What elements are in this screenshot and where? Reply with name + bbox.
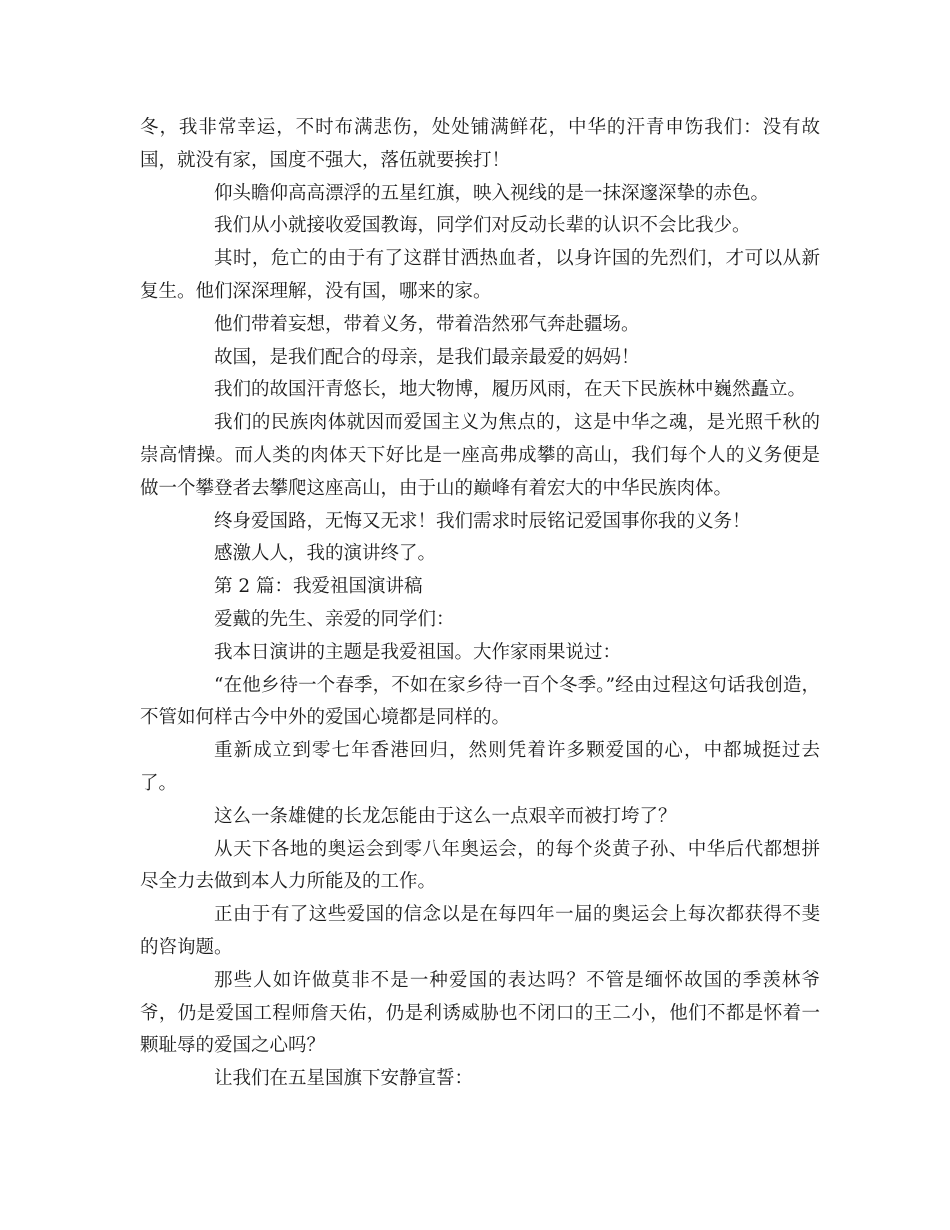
document-body xyxy=(140,112,820,1096)
paragraph: 感激人人，我的演讲终了。 xyxy=(214,543,437,565)
paragraph: 故国，是我们配合的母亲，是我们最亲最爱的妈妈！ xyxy=(214,346,640,368)
paragraph: 这么一条雄健的长龙怎能由于这么一点艰辛而被打垮了？ xyxy=(214,805,677,827)
paragraph: “在他乡待一个春季，不如在家乡待一百个冬季。”经由过程这句话我创造，不管如何样古今中外的爱国心境都是同样的。 xyxy=(140,674,820,729)
paragraph: 仰头瞻仰高高漂浮的五星红旗，映入视线的是一抹深邃深挚的赤色。 xyxy=(214,182,770,204)
paragraph: 其时，危亡的由于有了这群甘洒热血者，以身许国的先烈们，才可以从新复生。他们深深理解，没有国，哪来的家。 xyxy=(140,248,820,302)
paragraph: 重新成立到零七年香港回归，然则凭着许多颗爱国的心，中都城挺过去了。 xyxy=(140,740,820,794)
paragraph: 我们的故国汗青悠长，地大物博，履历风雨，在天下民族林中巍然矗立。 xyxy=(214,379,807,401)
paragraph: 冬，我非常幸运，不时布满悲伤，处处铺满鲜花，中华的汗青申饬我们：没有故国，就没有家，国度不强大，落伍就要挨打！ xyxy=(140,117,820,171)
paragraph: 他们带着妄想，带着义务，带着浩然邪气奔赴疆场。 xyxy=(214,313,640,335)
paragraph: 从天下各地的奥运会到零八年奥运会，的每个炎黄子孙、中华后代都想拼尽全力去做到本人力所能及的工作。 xyxy=(140,838,820,893)
paragraph: 那些人如许做莫非不是一种爱国的表达吗？不管是缅怀故国的季羡林爷爷，仍是爱国工程师詹天佑，仍是利诱威胁也不闭口的王二小，他们不都是怀着一颗耻辱的爱国之心吗？ xyxy=(140,969,820,1057)
paragraph: 让我们在五星国旗下安静宣誓： xyxy=(214,1068,474,1090)
section-heading: 第 2 篇：我爱祖国演讲稿 xyxy=(214,576,423,598)
salutation: 爱戴的先生、亲爱的同学们： xyxy=(214,608,455,630)
paragraph: 我们从小就接收爱国教诲，同学们对反动长辈的认识不会比我少。 xyxy=(214,215,751,237)
paragraph: 我们的民族肉体就因而爱国主义为焦点的，这是中华之魂，是光照千秋的崇高情操。而人类的肉体天下好比是一座高弗成攀的高山，我们每个人的义务便是做一个攀登者去攀爬这座高山，由于山的巅峰有着宏大的中华民族肉体。 xyxy=(140,412,820,499)
paragraph: 正由于有了这些爱国的信念以是在每四年一届的奥运会上每次都获得不斐的咨询题。 xyxy=(140,904,820,958)
paragraph: 终身爱国路，无悔又无求！我们需求时辰铭记爱国事你我的义务！ xyxy=(214,510,751,532)
paragraph: 我本日演讲的主题是我爱祖国。大作家雨果说过： xyxy=(214,641,622,663)
